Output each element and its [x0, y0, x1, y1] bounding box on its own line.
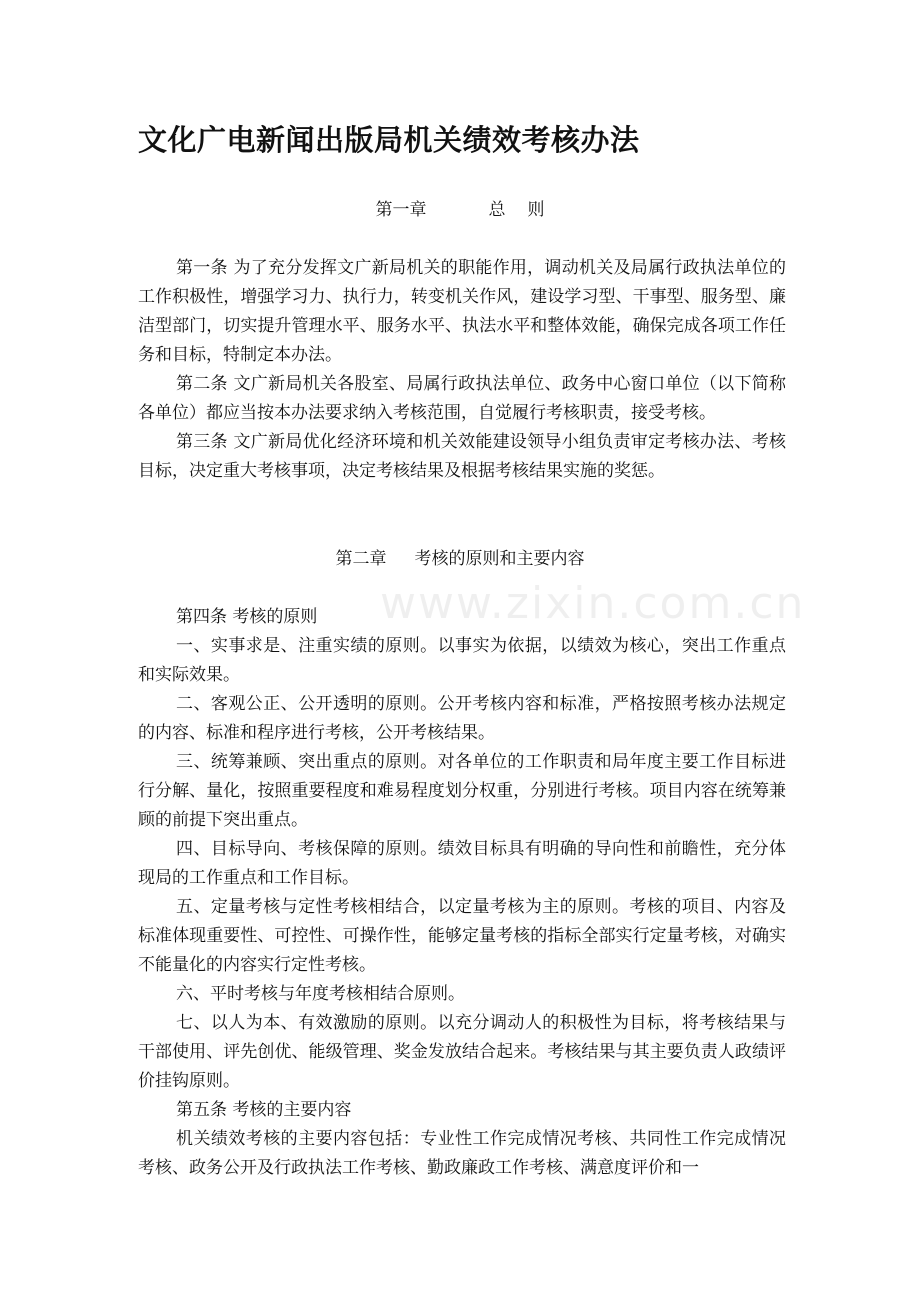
watermark-text: www.zixin.com.cn	[380, 578, 806, 629]
article-paragraph: 第三条 文广新局优化经济环境和机关效能建设领导小组负责审定考核办法、考核目标，决定重大考核事项，决定考核结果及根据考核结果实施的奖惩。	[138, 432, 786, 481]
chapter-heading-1	[0, 196, 920, 224]
principle-paragraph: 五、定量考核与定性考核相结合，以定量考核为主的原则。考核的项目、内容及标准体现重要性、可控性、可操作性，能够定量考核的指标全部实行定量考核，对确实不能量化的内容实行定性考核。	[138, 897, 786, 975]
principle-paragraph: 三、统筹兼顾、突出重点的原则。对各单位的工作职责和局年度主要工作目标进行分解、量化，按照重要程度和难易程度划分权重，分别进行考核。项目内容在统筹兼顾的前提下突出重点。	[138, 752, 786, 830]
content-paragraph: 机关绩效考核的主要内容包括：专业性工作完成情况考核、共同性工作完成情况考核、政务公开及行政执法工作考核、勤政廉政工作考核、满意度评价和一	[138, 1129, 786, 1178]
chapter-1-body	[138, 254, 786, 486]
document-title: 文化广电新闻出版局机关绩效考核办法	[138, 123, 640, 157]
chapter-name: 考核的原则和主要内容	[414, 549, 585, 569]
principle-paragraph: 六、平时考核与年度考核相结合原则。	[176, 984, 465, 1004]
chapter-2-body	[138, 603, 786, 1183]
article-paragraph: 第二条 文广新局机关各股室、局属行政执法单位、政务中心窗口单位（以下简称各单位）都应当按本办法要求纳入考核范围，自觉履行考核职责，接受考核。	[138, 374, 786, 423]
chapter-number: 第一章	[375, 200, 427, 220]
principle-paragraph: 二、客观公正、公开透明的原则。公开考核内容和标准，严格按照考核办法规定的内容、标准和程序进行考核，公开考核结果。	[138, 694, 786, 743]
principle-paragraph: 一、实事求是、注重实绩的原则。以事实为依据，以绩效为核心，突出工作重点和实际效果。	[138, 636, 786, 685]
principle-paragraph: 四、目标导向、考核保障的原则。绩效目标具有明确的导向性和前瞻性，充分体现局的工作重点和工作目标。	[138, 839, 786, 888]
chapter-name-part: 总	[488, 200, 506, 220]
principle-paragraph: 七、以人为本、有效激励的原则。以充分调动人的积极性为目标，将考核结果与干部使用、评先创优、能级管理、奖金发放结合起来。考核结果与其主要负责人政绩评价挂钩原则。	[138, 1013, 786, 1091]
chapter-number: 第二章	[335, 549, 387, 569]
article-heading: 第四条 考核的原则	[176, 607, 318, 627]
chapter-name-part: 则	[527, 200, 545, 220]
article-paragraph: 第一条 为了充分发挥文广新局机关的职能作用，调动机关及局属行政执法单位的工作积极性，增强学习力、执行力，转变机关作风，建设学习型、干事型、服务型、廉洁型部门，切实提升管理水平、服务水平、执法水平和整体效能，确保完成各项工作任务和目标，特制定本办法。	[138, 258, 786, 365]
article-heading: 第五条 考核的主要内容	[176, 1100, 352, 1120]
chapter-heading-2	[0, 545, 920, 573]
